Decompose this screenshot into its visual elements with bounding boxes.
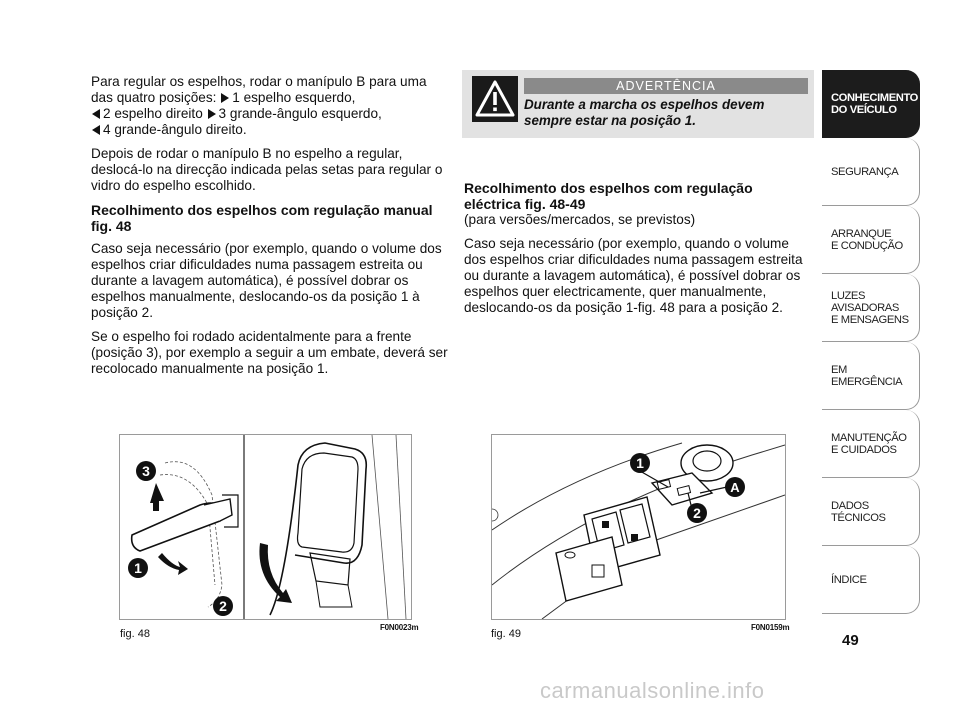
mirror-switch-panel-illustration [492, 435, 785, 619]
adjust-paragraph: Depois de rodar o manípulo B no espelho a regular, deslocá-lo na direcção indicada pelas setas para regular o vidro do espelho escolhido. [91, 146, 443, 193]
manual-folding-heading: Recolhimento dos espelhos com regulação manual fig. 48 [91, 202, 433, 234]
section-sidebar [822, 70, 920, 614]
warning-text: Durante a marcha os espelhos devem sempre estar na posição 1. [524, 97, 765, 128]
callout-1: 1 [134, 560, 142, 576]
callout-3: 3 [142, 463, 150, 479]
tab-seguranca[interactable]: SEGURANÇA [822, 138, 920, 206]
figure-49 [491, 434, 786, 620]
arrow-right-icon [208, 109, 216, 119]
arrow-left-icon [92, 109, 100, 119]
tab-emergencia[interactable]: EM EMERGÊNCIA [822, 342, 920, 410]
electric-folding-paragraph: Caso seja necessário (por exemplo, quando o volume dos espelhos criar dificuldades numa passagem estreita ou durante a lavagem automática), é possível dobrar os espelhos quer electricamente, quer manualmente, deslocando-os da posição 1-fig. 48 para a posição 2. [464, 236, 803, 315]
tab-manutencao[interactable]: MANUTENÇÃO E CUIDADOS [822, 410, 920, 478]
figure-49-label: fig. 49 [491, 628, 521, 640]
manual-folding-paragraph: Caso seja necessário (por exemplo, quando o volume dos espelhos criar dificuldades numa passagem estreita ou durante a lavagem automática), é possível dobrar os espelhos manualmente, deslocando-os da posição 1 à posição 2. [91, 241, 442, 320]
tab-arranque[interactable]: ARRANQUE E CONDUÇÃO [822, 206, 920, 274]
warning-title: ADVERTÊNCIA [524, 78, 808, 94]
tab-conhecimento[interactable]: CONHECIMENTO DO VEÍCULO [822, 70, 920, 138]
page-number: 49 [842, 632, 859, 649]
figure-49-code: F0N0159m [751, 623, 790, 632]
electric-folding-subheading: (para versões/mercados, se previstos) [464, 212, 696, 227]
figure-48 [119, 434, 412, 620]
mirror-fold-illustration [120, 435, 411, 619]
tab-dados[interactable]: DADOS TÉCNICOS [822, 478, 920, 546]
intro-paragraph: Para regular os espelhos, rodar o manípulo B para uma das quatro posições: 1 espelho esquerdo, 2 espelho direito 3 grande-ângulo esquerdo, 4 grande-ângulo direito. [91, 74, 427, 137]
electric-folding-heading: Recolhimento dos espelhos com regulação eléctrica fig. 48-49 [464, 180, 753, 212]
callout-2: 2 [693, 505, 701, 521]
right-column [464, 180, 809, 324]
callout-2: 2 [219, 598, 227, 614]
warning-box [462, 70, 814, 138]
callout-1: 1 [636, 455, 644, 471]
callout-A: A [730, 480, 740, 495]
arrow-left-icon [92, 125, 100, 135]
arrow-right-icon [221, 93, 229, 103]
accidental-rotation-paragraph: Se o espelho foi rodado acidentalmente para a frente (posição 3), por exemplo a seguir a um embate, deverá ser recolocado manualmente na posição 1. [91, 329, 448, 376]
figure-48-code: F0N0023m [380, 623, 419, 632]
left-column [91, 74, 451, 385]
tab-indice[interactable]: ÍNDICE [822, 546, 920, 614]
figure-48-label: fig. 48 [120, 628, 150, 640]
watermark: carmanualsonline.info [540, 678, 765, 703]
tab-luzes[interactable]: LUZES AVISADORAS E MENSAGENS [822, 274, 920, 342]
warning-triangle-icon [472, 76, 518, 122]
